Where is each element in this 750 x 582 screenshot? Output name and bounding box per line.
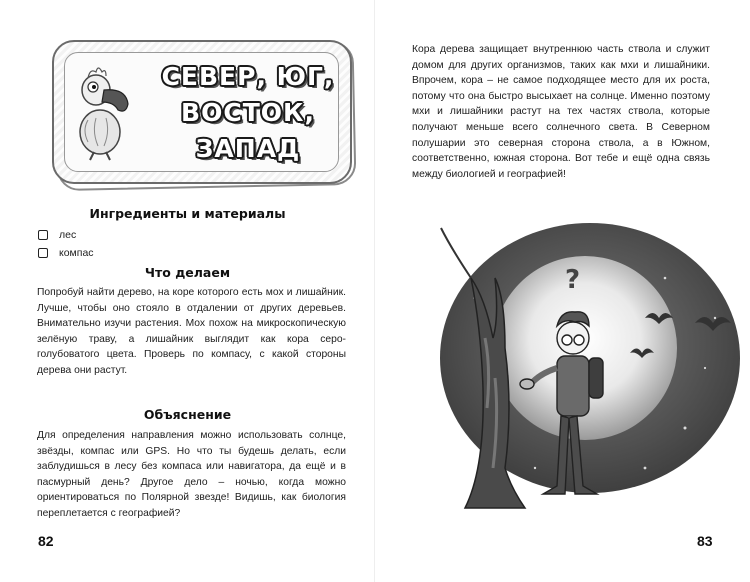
checkbox-icon (38, 248, 48, 258)
list-item (38, 226, 94, 244)
page-title: СЕВЕР, ЮГ, ВОСТОК, ЗАПАД (161, 61, 335, 163)
checkbox-icon (38, 230, 48, 240)
page-number-left: 82 (38, 533, 54, 549)
ingredient-label: лес (59, 229, 77, 241)
ingredients-heading: Ингредиенты и материалы (89, 206, 286, 221)
list-item (38, 244, 94, 262)
explanation-text: Для определения направления можно использовать солнце, звёзды, компас или GPS. Но что ты будешь делать, если заблудишься в лесу без компаса или навигатора, да ещё и в пасмурный день? Другое дело – ночью, когда можно ориентироваться по Полярной звезде! Видишь, как биология переплетается с географией? (37, 430, 346, 519)
night-forest-illustration (415, 218, 745, 518)
what-to-do-heading: Что делаем (144, 265, 231, 280)
ingredients-list (38, 226, 94, 262)
ingredient-label: компас (59, 247, 94, 259)
question-mark-icon: ? (565, 265, 581, 295)
dodo-bird-illustration (66, 60, 130, 164)
explanation-heading: Объяснение (143, 407, 232, 422)
page-number-right: 83 (697, 533, 713, 549)
right-page (375, 0, 750, 582)
body-text: Кора дерева защищает внутреннюю часть ствола и служит домом для других организмов, таких как мхи и лишайники. Впрочем, кора – не самое подходящее место для их роста, потому что она быстро высыхает на солнце. Именно поэтому мхи и лишайники растут на тех частях ствола, которые получают меньше всего солнечного света. В Северном полушарии это северная сторона ствола, а в Южном, соответственно, южная сторона. Вот тебе и ещё одна связь между биологией и географией! (412, 44, 710, 180)
what-to-do-text: Попробуй найти дерево, на коре которого есть мох и лишайник. Лучше, чтобы оно стояло в отдалении от других деревьев. Внимательно изучи растения. Мох похож на микроскопическую зелёную траву, а лишайник выглядит как кора серо-голубоватого цвета. Проверь по компасу, с какой стороны дерева они растут. (37, 287, 346, 376)
